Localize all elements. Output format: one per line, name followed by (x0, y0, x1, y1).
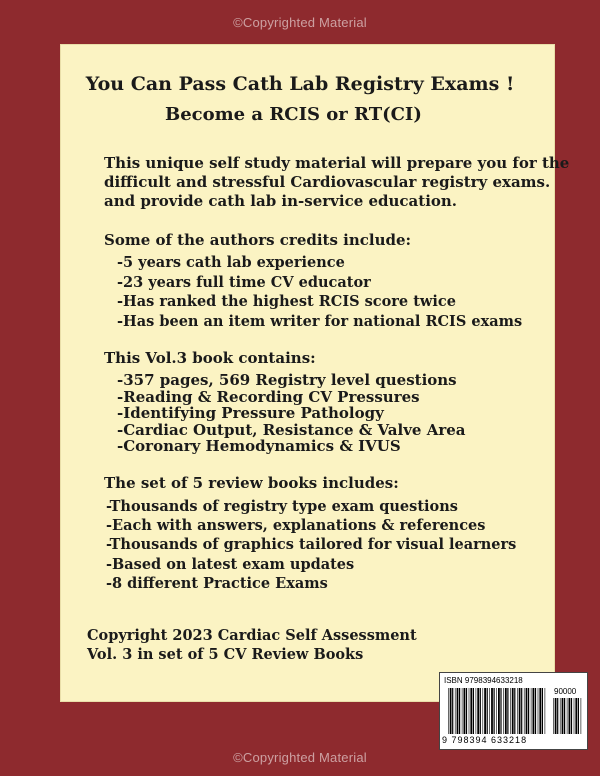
set-features-list (106, 497, 516, 593)
list-item: -8 different Practice Exams (106, 574, 328, 592)
list-item: -Reading & Recording CV Pressures (117, 387, 420, 406)
intro-line: and provide cath lab in-service education. (104, 192, 458, 210)
list-item: -357 pages, 569 Registry level questions (117, 371, 457, 389)
list-item: -Thousands of registry type exam questions (106, 498, 458, 515)
intro-paragraph (104, 154, 569, 211)
intro-line: This unique self study material will prepare you for the (104, 154, 570, 172)
list-item: -5 years cath lab experience (117, 254, 345, 271)
addon-barcode-bars (553, 698, 582, 734)
volume-line: Vol. 3 in set of 5 CV Review Books (87, 646, 364, 663)
list-item: -23 years full time CV educator (117, 273, 371, 291)
list-item: -Has ranked the highest RCIS score twice (117, 293, 456, 310)
list-item: -Each with answers, explanations & references (106, 517, 486, 535)
isbn-barcode (439, 672, 588, 750)
copyright-line: Copyright 2023 Cardiac Self Assessment (87, 627, 417, 644)
list-item: -Identifying Pressure Pathology (117, 404, 384, 422)
credits-list (117, 253, 522, 331)
volume-heading: This Vol.3 book contains: (104, 349, 316, 367)
credits-heading: Some of the authors credits include: (104, 231, 412, 249)
cover-subtitle: Become a RCIS or RT(CI) (165, 104, 422, 125)
cover-title: You Can Pass Cath Lab Registry Exams ! (85, 73, 515, 95)
set-heading: The set of 5 review books includes: (104, 474, 399, 492)
list-item: -Has been an item writer for national RCIS exams (117, 312, 523, 330)
list-item: -Coronary Hemodynamics & IVUS (117, 437, 401, 455)
list-item: -Cardiac Output, Resistance & Valve Area (117, 420, 466, 439)
watermark-top: ©Copyrighted Material (233, 15, 367, 30)
isbn-label: ISBN 9798394633218 (444, 676, 523, 685)
watermark-bottom: ©Copyrighted Material (233, 750, 367, 765)
price-code: 90000 (554, 687, 577, 696)
list-item: -Thousands of graphics tailored for visual learners (106, 536, 517, 554)
ean-barcode-bars (448, 688, 548, 734)
list-item: -Based on latest exam updates (106, 555, 355, 573)
copyright-block (87, 626, 417, 664)
intro-line: difficult and stressful Cardiovascular registry exams. (104, 173, 551, 191)
ean-digits: 9 798394 633218 (442, 735, 528, 745)
volume-contents-list (117, 372, 466, 455)
